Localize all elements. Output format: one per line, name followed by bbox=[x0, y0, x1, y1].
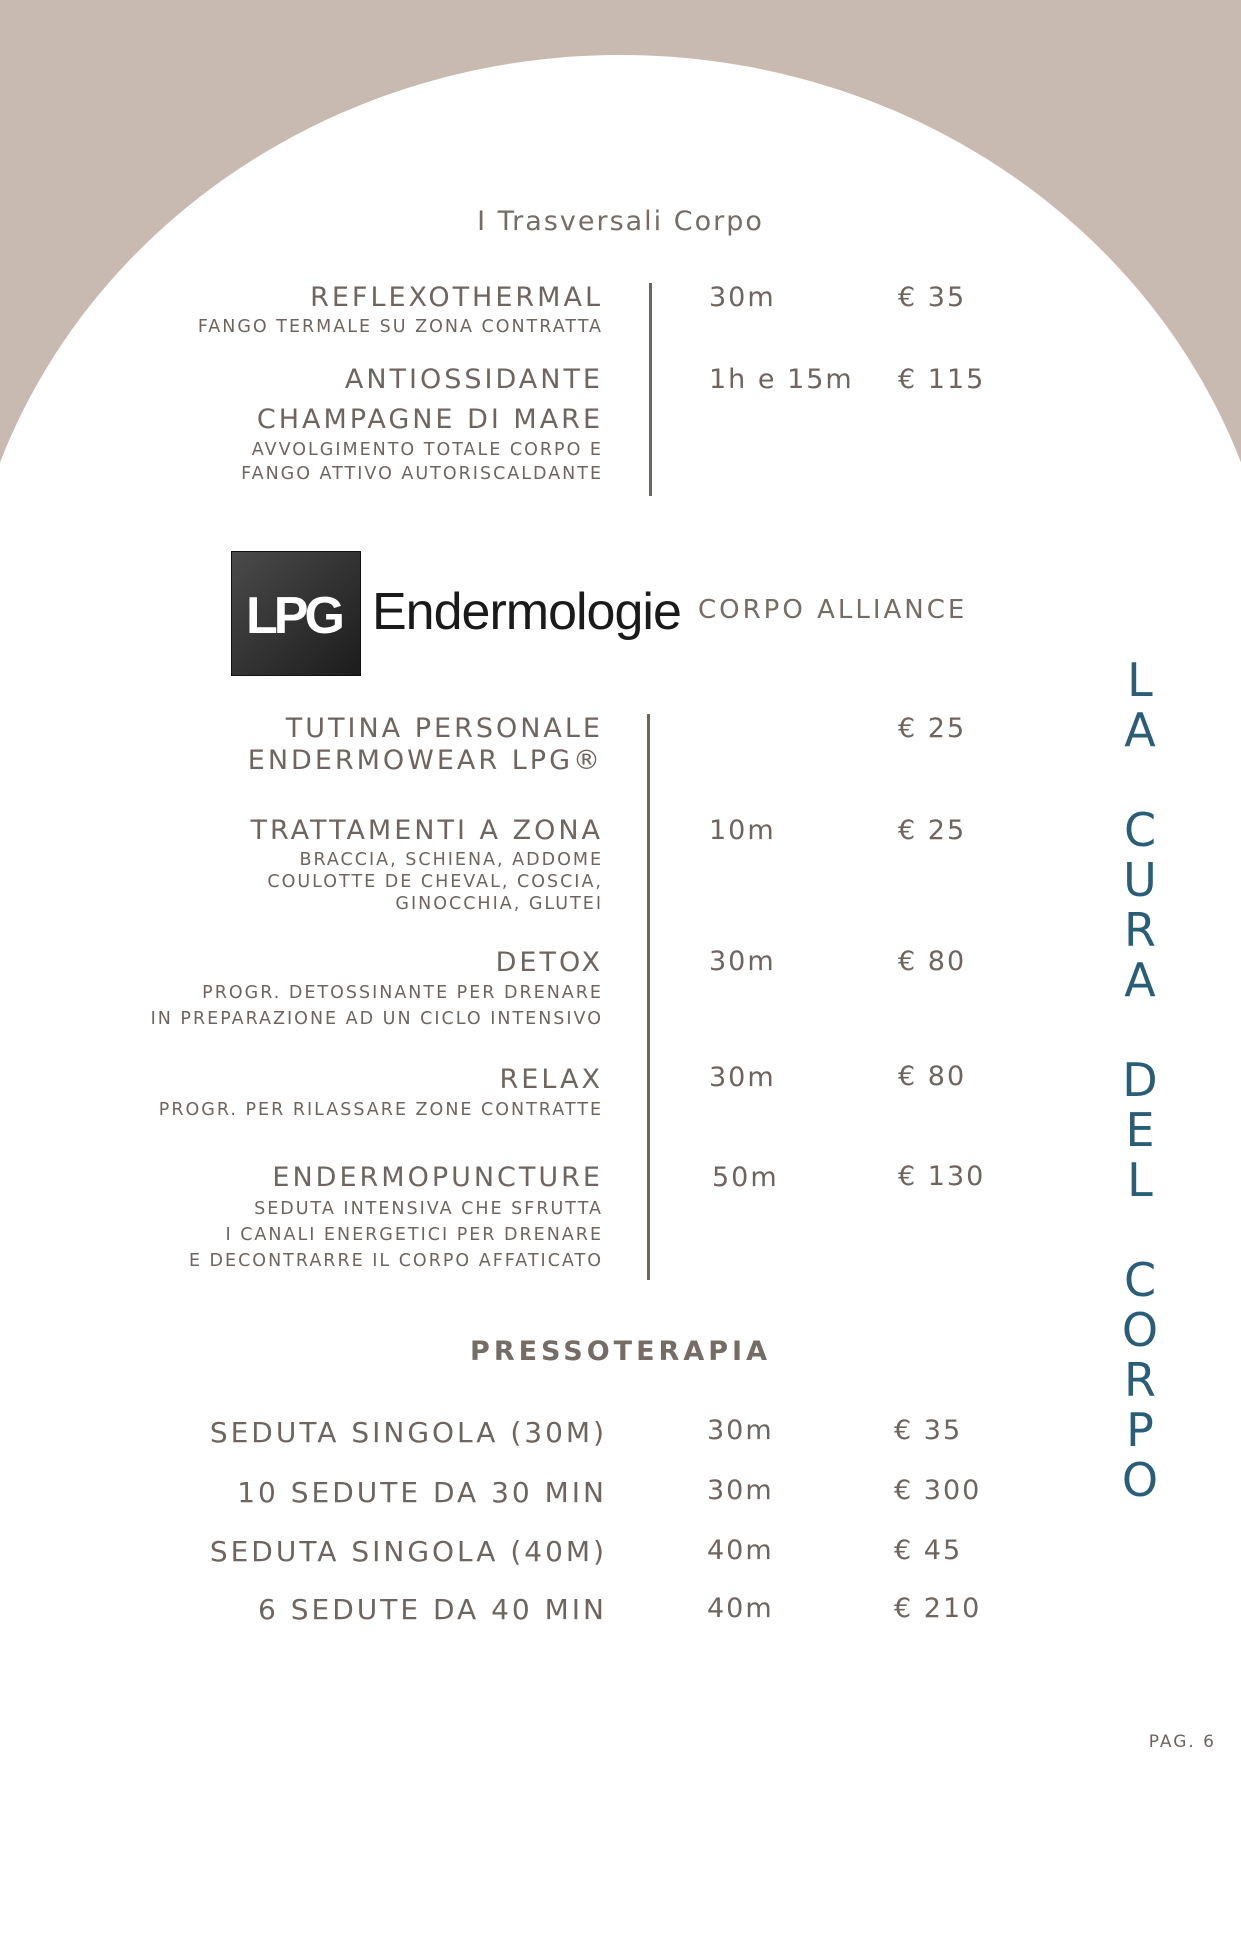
vertical-letter: R bbox=[1124, 903, 1156, 957]
presso-item-duration: 30m bbox=[707, 1415, 774, 1446]
lpg-logo-text: LPG bbox=[246, 587, 341, 645]
treatment-price: € 35 bbox=[898, 282, 967, 313]
section-title-trasversali: I Trasversali Corpo bbox=[477, 206, 764, 237]
treatment-desc: I CANALI ENERGETICI PER DRENARE bbox=[225, 1225, 603, 1245]
vertical-letter: U bbox=[1123, 853, 1157, 907]
treatment-desc: GINOCCHIA, GLUTEI bbox=[395, 894, 603, 914]
treatment-name: CHAMPAGNE DI MARE bbox=[256, 404, 603, 435]
presso-item-price: € 300 bbox=[894, 1475, 982, 1506]
treatment-name: ENDERMOPUNCTURE bbox=[272, 1162, 603, 1193]
treatment-price: € 115 bbox=[898, 364, 986, 395]
treatment-desc: IN PREPARAZIONE AD UN CICLO INTENSIVO bbox=[150, 1009, 603, 1029]
vertical-letter: A bbox=[1124, 703, 1156, 757]
treatment-desc: E DECONTRARRE IL CORPO AFFATICATO bbox=[188, 1251, 603, 1271]
presso-item-name: SEDUTA SINGOLA (40M) bbox=[209, 1535, 607, 1568]
treatment-price: € 130 bbox=[898, 1161, 986, 1192]
treatment-desc: AVVOLGIMENTO TOTALE CORPO E bbox=[251, 440, 603, 460]
presso-item-price: € 45 bbox=[894, 1535, 963, 1566]
treatment-desc: SEDUTA INTENSIVA CHE SFRUTTA bbox=[254, 1199, 603, 1219]
vertical-letter: A bbox=[1124, 953, 1156, 1007]
treatment-desc: BRACCIA, SCHIENA, ADDOME bbox=[299, 850, 603, 870]
presso-item-duration: 40m bbox=[707, 1593, 774, 1624]
treatment-duration: 30m bbox=[709, 1062, 776, 1093]
vertical-letter: O bbox=[1121, 1453, 1159, 1507]
treatment-desc: PROGR. DETOSSINANTE PER DRENARE bbox=[202, 983, 603, 1003]
treatment-name: TRATTAMENTI A ZONA bbox=[250, 815, 603, 846]
presso-item-price: € 210 bbox=[894, 1593, 982, 1624]
divider-line bbox=[647, 714, 650, 1280]
presso-item-price: € 35 bbox=[894, 1415, 963, 1446]
vertical-letter: D bbox=[1122, 1053, 1158, 1107]
vertical-letter: P bbox=[1126, 1403, 1154, 1457]
vertical-letter: C bbox=[1123, 803, 1157, 857]
presso-item-name: SEDUTA SINGOLA (30M) bbox=[209, 1416, 607, 1449]
presso-item-name: 6 SEDUTE DA 40 MIN bbox=[258, 1593, 607, 1626]
treatment-desc: PROGR. PER RILASSARE ZONE CONTRATTE bbox=[158, 1100, 603, 1120]
treatment-desc: COULOTTE DE CHEVAL, COSCIA, bbox=[267, 872, 603, 892]
treatment-duration: 1h e 15m bbox=[709, 364, 854, 395]
page-number: PAG. 6 bbox=[1148, 1732, 1216, 1752]
treatment-price: € 25 bbox=[898, 815, 967, 846]
treatment-price: € 80 bbox=[898, 946, 967, 977]
presso-item-duration: 40m bbox=[707, 1535, 774, 1566]
presso-item-name: 10 SEDUTE DA 30 MIN bbox=[237, 1476, 607, 1509]
vertical-letter: L bbox=[1127, 1153, 1153, 1207]
treatment-name: TUTINA PERSONALE bbox=[285, 713, 603, 744]
treatment-name: REFLEXOTHERMAL bbox=[310, 282, 603, 313]
endermologie-wordmark: Endermologie bbox=[372, 583, 681, 641]
vertical-letter: E bbox=[1125, 1103, 1155, 1157]
lpg-logo bbox=[231, 551, 361, 676]
lpg-subtitle: CORPO ALLIANCE bbox=[698, 595, 968, 625]
presso-item-duration: 30m bbox=[707, 1475, 774, 1506]
vertical-letter: O bbox=[1121, 1303, 1159, 1357]
treatment-name: ENDERMOWEAR LPG® bbox=[247, 745, 603, 776]
vertical-letter: C bbox=[1123, 1253, 1157, 1307]
section-title-pressoterapia: PRESSOTERAPIA bbox=[470, 1336, 771, 1367]
vertical-title bbox=[1110, 655, 1170, 1505]
treatment-name: RELAX bbox=[499, 1064, 603, 1095]
treatment-duration: 50m bbox=[712, 1162, 779, 1193]
treatment-name: DETOX bbox=[495, 947, 603, 978]
treatment-desc: FANGO TERMALE SU ZONA CONTRATTA bbox=[197, 317, 603, 337]
treatment-desc: FANGO ATTIVO AUTORISCALDANTE bbox=[241, 464, 603, 484]
treatment-price: € 25 bbox=[898, 713, 967, 744]
treatment-duration: 10m bbox=[709, 815, 776, 846]
vertical-letter: L bbox=[1127, 653, 1153, 707]
treatment-duration: 30m bbox=[709, 282, 776, 313]
treatment-price: € 80 bbox=[898, 1061, 967, 1092]
divider-line bbox=[649, 283, 652, 496]
vertical-letter: R bbox=[1124, 1353, 1156, 1407]
treatment-name: ANTIOSSIDANTE bbox=[344, 364, 603, 395]
treatment-duration: 30m bbox=[709, 946, 776, 977]
